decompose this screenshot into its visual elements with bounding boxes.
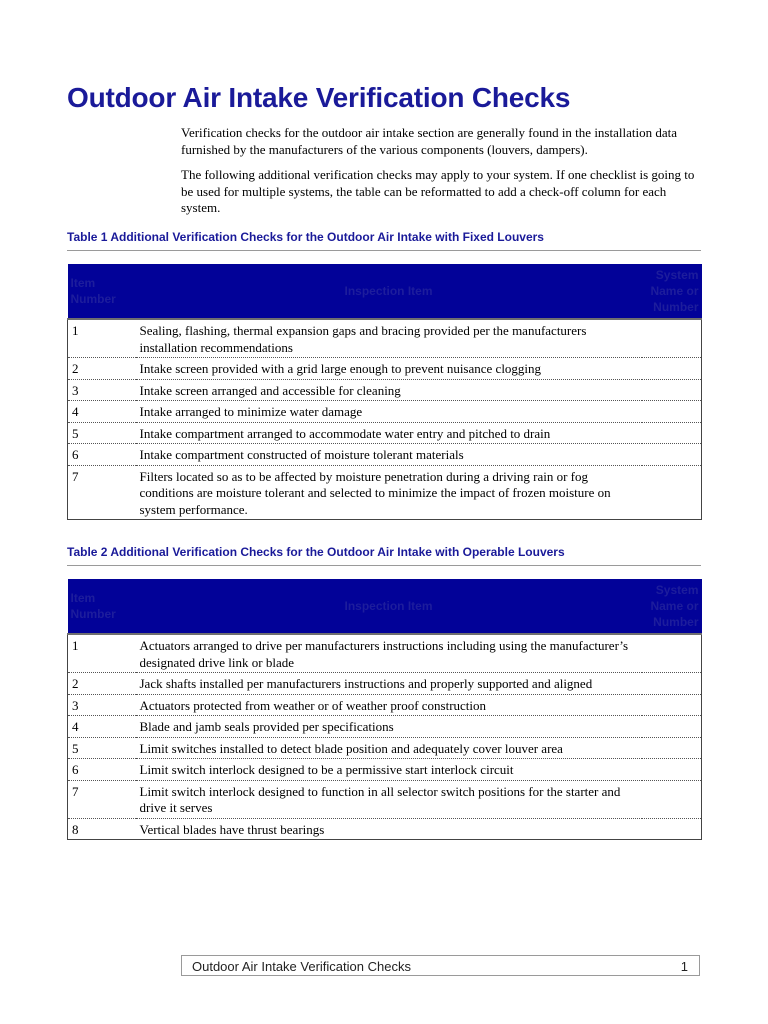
row-number: 4 — [68, 401, 136, 423]
table2-header-row — [68, 579, 702, 634]
intro-paragraph-1: Verification checks for the outdoor air intake section are generally found in the installation data furnished by the manufacturers of the various components (louvers, dampers). — [181, 125, 677, 157]
row-number: 6 — [68, 759, 136, 781]
inspection-text: Limit switches installed to detect blade position and adequately cover louver area — [136, 737, 642, 759]
table-row — [68, 379, 702, 401]
system-cell — [642, 358, 702, 380]
row-number: 3 — [68, 694, 136, 716]
inspection-text: Actuators arranged to drive per manufacturers instructions including using the manufacturer’s designated drive link or blade — [136, 634, 642, 673]
system-cell — [642, 319, 702, 358]
system-cell — [642, 759, 702, 781]
table1-header-row — [68, 264, 702, 319]
table1-fixed-louvers — [67, 264, 702, 520]
table2-header-system: System Name or Number — [642, 579, 702, 634]
row-number: 5 — [68, 737, 136, 759]
inspection-text: Jack shafts installed per manufacturers instructions and properly supported and aligned — [136, 673, 642, 695]
row-number: 7 — [68, 465, 136, 520]
inspection-text: Vertical blades have thrust bearings — [136, 818, 642, 840]
table-row — [68, 780, 702, 818]
intro-paragraph-2: The following additional verification checks may apply to your system. If one checklist is going to be used for multiple systems, the table can be reformatted to add a check-off column for each system. — [181, 167, 695, 215]
system-cell — [642, 818, 702, 840]
inspection-text: Actuators protected from weather or of weather proof construction — [136, 694, 642, 716]
system-cell — [642, 422, 702, 444]
table-row — [68, 358, 702, 380]
page-footer — [181, 955, 700, 976]
intro-text — [181, 125, 701, 226]
row-number: 2 — [68, 673, 136, 695]
table-row — [68, 401, 702, 423]
table-row — [68, 634, 702, 673]
system-cell — [642, 379, 702, 401]
inspection-text: Sealing, flashing, thermal expansion gaps and bracing provided per the manufacturers installation recommendations — [136, 319, 642, 358]
inspection-text: Intake screen arranged and accessible for cleaning — [136, 379, 642, 401]
row-number: 4 — [68, 716, 136, 738]
row-number: 6 — [68, 444, 136, 466]
inspection-text: Intake compartment constructed of moisture tolerant materials — [136, 444, 642, 466]
table-row — [68, 319, 702, 358]
table1-header-inspection-item: Inspection Item — [136, 264, 642, 319]
row-number: 8 — [68, 818, 136, 840]
row-number: 3 — [68, 379, 136, 401]
inspection-text: Limit switch interlock designed to be a permissive start interlock circuit — [136, 759, 642, 781]
row-number: 1 — [68, 319, 136, 358]
system-cell — [642, 673, 702, 695]
table2-header-inspection-item: Inspection Item — [136, 579, 642, 634]
table-row — [68, 422, 702, 444]
row-number: 1 — [68, 634, 136, 673]
table-row — [68, 818, 702, 840]
system-cell — [642, 780, 702, 818]
table1-header-system: System Name or Number — [642, 264, 702, 319]
inspection-text: Intake arranged to minimize water damage — [136, 401, 642, 423]
table-row — [68, 737, 702, 759]
inspection-text: Intake screen provided with a grid large enough to prevent nuisance clogging — [136, 358, 642, 380]
table2-caption: Table 2 Additional Verification Checks for the Outdoor Air Intake with Operable Louvers — [67, 545, 701, 566]
system-cell — [642, 444, 702, 466]
table1-caption: Table 1 Additional Verification Checks for the Outdoor Air Intake with Fixed Louvers — [67, 230, 701, 251]
footer-title: Outdoor Air Intake Verification Checks — [192, 959, 411, 974]
table-row — [68, 716, 702, 738]
system-cell — [642, 465, 702, 520]
system-cell — [642, 634, 702, 673]
inspection-text: Limit switch interlock designed to function in all selector switch positions for the starter and drive it serves — [136, 780, 642, 818]
table-row — [68, 465, 702, 520]
row-number: 7 — [68, 780, 136, 818]
table1-header-item-number: Item Number — [68, 264, 136, 319]
table-row — [68, 694, 702, 716]
system-cell — [642, 401, 702, 423]
inspection-text: Blade and jamb seals provided per specifications — [136, 716, 642, 738]
system-cell — [642, 694, 702, 716]
inspection-text: Filters located so as to be affected by moisture penetration during a driving rain or fog conditions are moisture tolerant and selected to minimize the impact of frozen moisture on system performance. — [136, 465, 642, 520]
table-row — [68, 444, 702, 466]
inspection-text: Intake compartment arranged to accommodate water entry and pitched to drain — [136, 422, 642, 444]
row-number: 2 — [68, 358, 136, 380]
table-row — [68, 759, 702, 781]
table2-operable-louvers — [67, 579, 702, 840]
table2-header-item-number: Item Number — [68, 579, 136, 634]
system-cell — [642, 737, 702, 759]
row-number: 5 — [68, 422, 136, 444]
page-title: Outdoor Air Intake Verification Checks — [67, 82, 571, 113]
table-row — [68, 673, 702, 695]
page-number: 1 — [680, 959, 688, 974]
system-cell — [642, 716, 702, 738]
